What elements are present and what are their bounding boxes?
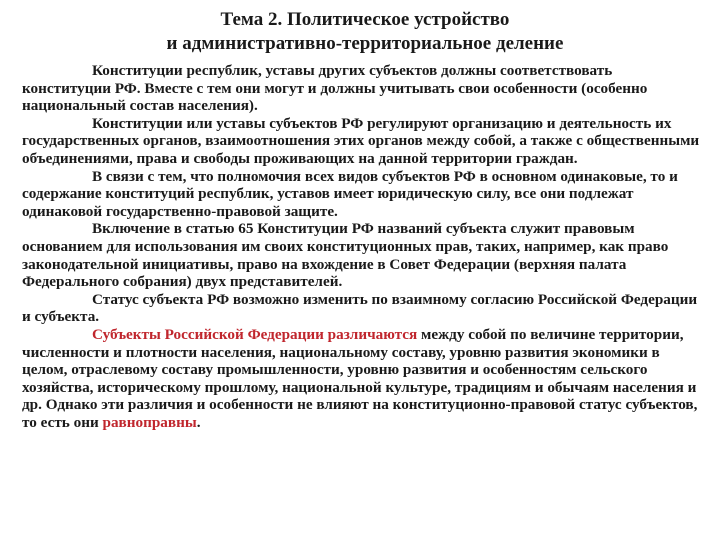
title-line-2: и административно-территориальное деление — [166, 33, 564, 54]
title-line-1: Тема 2. Политическое устройство — [220, 9, 510, 30]
paragraph-article-65: Включение в статью 65 Конституции РФ названий субъекта служит правовым основанием для использования им своих конституционных прав, таких, например, как право законодательной инициативы, право на вхождение в Совет Федерации (верхняя палата Федерального собрания) двух представителей. — [22, 220, 669, 291]
differences-text: между собой по величине территории, численности и плотности населения, национальному составу, уровню развития экономики в целом, отраслевому составу промышленности, уровню развития и особенностям сельского хозяйства, историческому прошлому, национальной культуре, традициям и обычаям населения и др. Однако эти различия и особенности не влияют на конституционно-правовой статус субъектов, то есть они — [22, 325, 698, 431]
page-title — [22, 8, 702, 56]
paragraph-constitutions: Конституции республик, уставы других субъектов должны соответствовать конституции РФ. Вместе с тем они могут и должны учитывать свои особенности (особенно национальный состав населения). — [22, 62, 648, 115]
paragraph-regulation: Конституции или уставы субъектов РФ регулируют организацию и деятельность их государственных органов, взаимоотношения этих органов между собой, а также с общественными объединениями, права и свободы проживающих на данной территории граждан. — [22, 114, 700, 167]
highlight-subjects-differ: Субъекты Российской Федерации различаются — [92, 325, 418, 343]
body-text — [22, 62, 702, 431]
final-period: . — [196, 413, 201, 431]
paragraph-status: Статус субъекта РФ возможно изменить по взаимному согласию Российской Федерации и субъекта. — [22, 290, 698, 326]
paragraph-differences — [22, 326, 702, 432]
paragraph-powers: В связи с тем, что полномочия всех видов субъектов РФ в основном одинаковые, то и содержание конституций республик, уставов имеет юридическую силу, все они подлежат одинаковой государственно-правовой защите. — [22, 167, 678, 220]
highlight-equal: равноправны — [102, 413, 197, 431]
